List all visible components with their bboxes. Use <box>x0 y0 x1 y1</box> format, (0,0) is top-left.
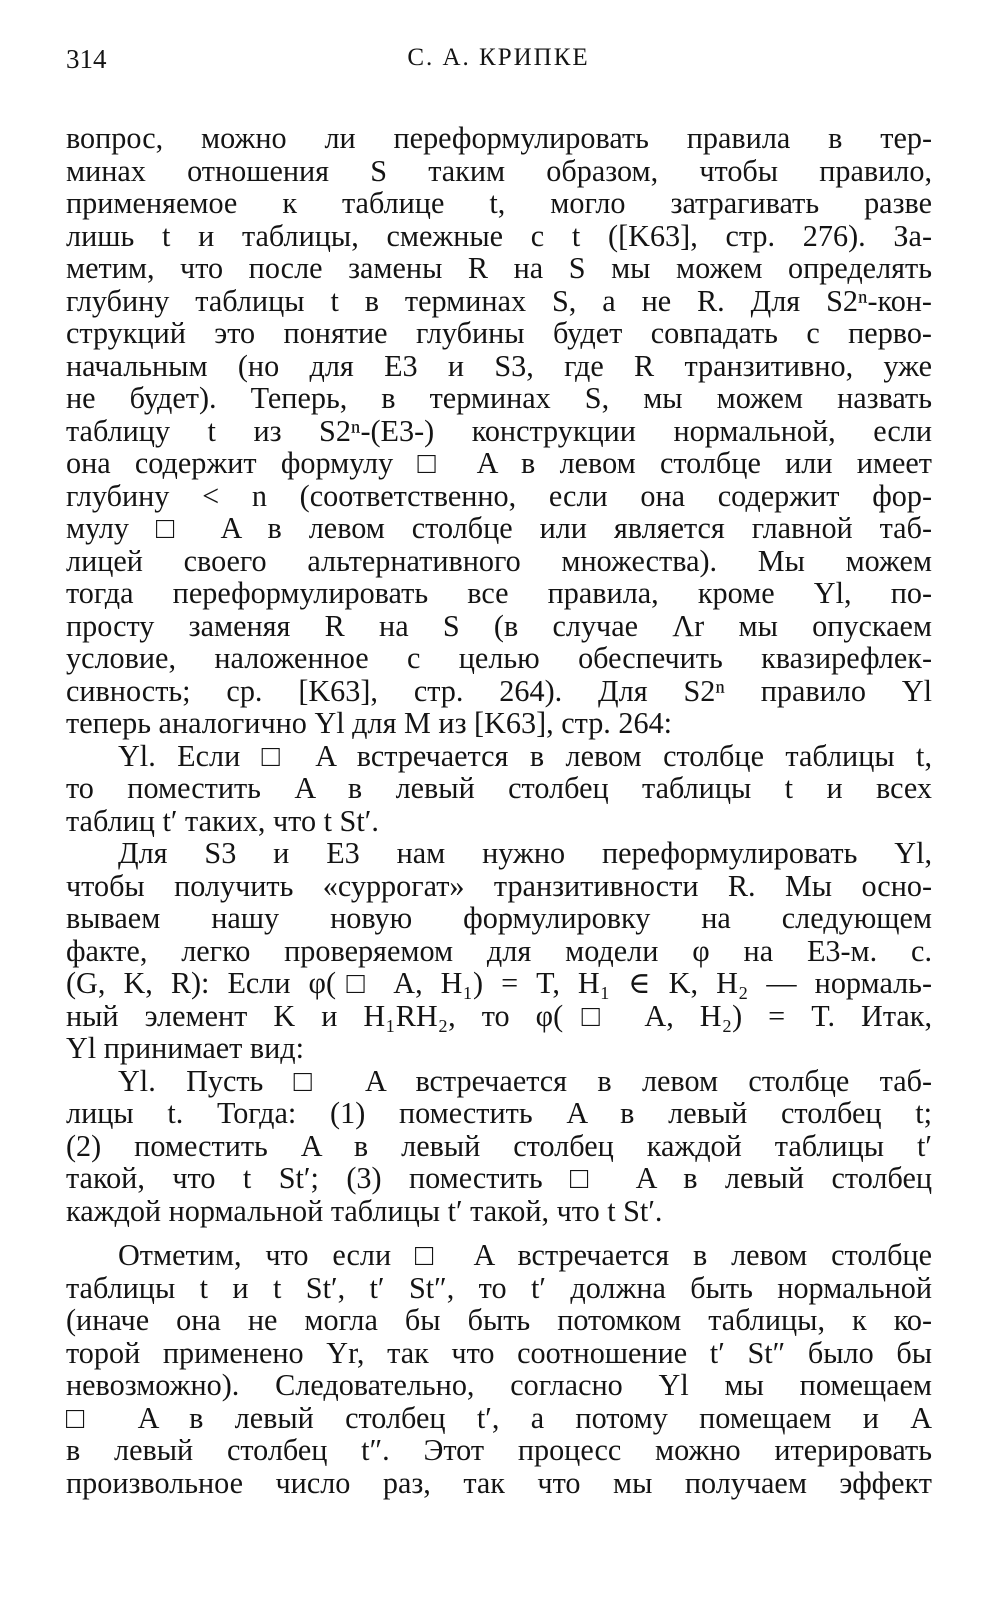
text-line: минах отношения S таким образом, чтобы правило, <box>66 153 932 188</box>
text-line: Yl. Если □ A встречается в левом столбце таблицы t, <box>118 738 932 773</box>
text-line: невозможно). Следовательно, согласно Yl мы помещаем <box>66 1368 932 1402</box>
text-line: (иначе она не могла бы быть потомком таблицы, к ко- <box>66 1303 932 1337</box>
text-line: тогда переформулировать все правила, кроме Yl, по- <box>66 576 932 610</box>
text-line: лишь t и таблицы, смежные с t ([K63], стр. 276). За- <box>66 218 932 253</box>
page-header <box>66 44 931 84</box>
text-line: торой применено Yr, так что соотношение t′ St″ было бы <box>66 1335 932 1370</box>
text-line: такой, что t St′; (3) поместить □ A в левый столбец <box>66 1161 932 1195</box>
text-line: глубину < n (соответственно, если она содержит фор- <box>66 478 932 513</box>
text-line: в левый столбец t″. Этот процесс можно итерировать <box>66 1433 932 1467</box>
text-line: лицей своего альтернативного множества). Мы можем <box>66 543 932 578</box>
text-line: глубину таблицы t в терминах S, а не R. Для S2ⁿ-кон- <box>66 283 932 318</box>
text-line: условие, наложенное с целью обеспечить квазирефлек- <box>66 641 932 675</box>
text-line: теперь аналогично Yl для M из [K63], стр. 264: <box>66 706 673 740</box>
text-line: то поместить A в левый столбец таблицы t и всех <box>66 771 932 805</box>
text-line: вываем нашу новую формулировку на следующем <box>66 901 932 935</box>
body-text <box>66 122 932 1499</box>
text-line: чтобы получить «суррогат» транзитивности R. Мы осно- <box>66 868 932 903</box>
text-line: струкций это понятие глубины будет совпадать с перво- <box>66 316 932 350</box>
text-line: Отметим, что если □ A встречается в левом столбце <box>118 1238 932 1272</box>
text-line: Для S3 и E3 нам нужно переформулировать Yl, <box>118 836 932 870</box>
text-line: Yl принимает вид: <box>66 1031 305 1065</box>
text-line: произвольное число раз, так что мы получаем эффект <box>66 1465 932 1500</box>
text-line: таблицу t из S2ⁿ-(E3-) конструкции нормальной, если <box>66 413 932 448</box>
page-number: 314 <box>66 44 107 74</box>
text-line: мулу □ A в левом столбце или является главной таб- <box>66 511 932 545</box>
text-line: сивность; ср. [K63], стр. 264). Для S2ⁿ правило Yl <box>66 673 932 708</box>
text-line: (G, K, R): Если φ(□ A, H₁) = T, H₁ ∈ K, H₂ — нормаль- <box>66 966 932 1000</box>
text-line: применяемое к таблице t, могло затрагивать разве <box>66 186 932 220</box>
text-line: (2) поместить A в левый столбец каждой таблицы t′ <box>66 1128 932 1163</box>
text-line: Yl. Пусть □ A встречается в левом столбце таб- <box>118 1063 932 1098</box>
running-head: С. А. КРИПКЕ <box>407 44 590 71</box>
text-line: каждой нормальной таблицы t′ такой, что t St′. <box>66 1193 663 1228</box>
text-line: таблицы t и t St′, t′ St″, то t′ должна быть нормальной <box>66 1270 932 1305</box>
text-line: лицы t. Тогда: (1) поместить A в левый столбец t; <box>66 1096 932 1130</box>
text-line: она содержит формулу □ A в левом столбце или имеет <box>66 446 932 480</box>
text-line: метим, что после замены R на S мы можем определять <box>66 251 932 285</box>
text-line: ный элемент K и H₁RH₂, то φ(□ A, H₂) = T. Итак, <box>66 998 932 1033</box>
text-line: таблиц t′ таких, что t St′. <box>66 803 379 838</box>
text-line: начальным (но для E3 и S3, где R транзитивно, уже <box>66 348 932 383</box>
text-line: просту заменяя R на S (в случае Λr мы опускаем <box>66 608 932 643</box>
text-line: факте, легко проверяемом для модели φ на E3-м. с. <box>66 933 932 968</box>
text-line: □ A в левый столбец t′, а потому помещаем и A <box>66 1400 932 1435</box>
text-line: не будет). Теперь, в терминах S, мы можем назвать <box>66 381 932 415</box>
text-line: вопрос, можно ли переформулировать правила в тер- <box>66 121 932 155</box>
